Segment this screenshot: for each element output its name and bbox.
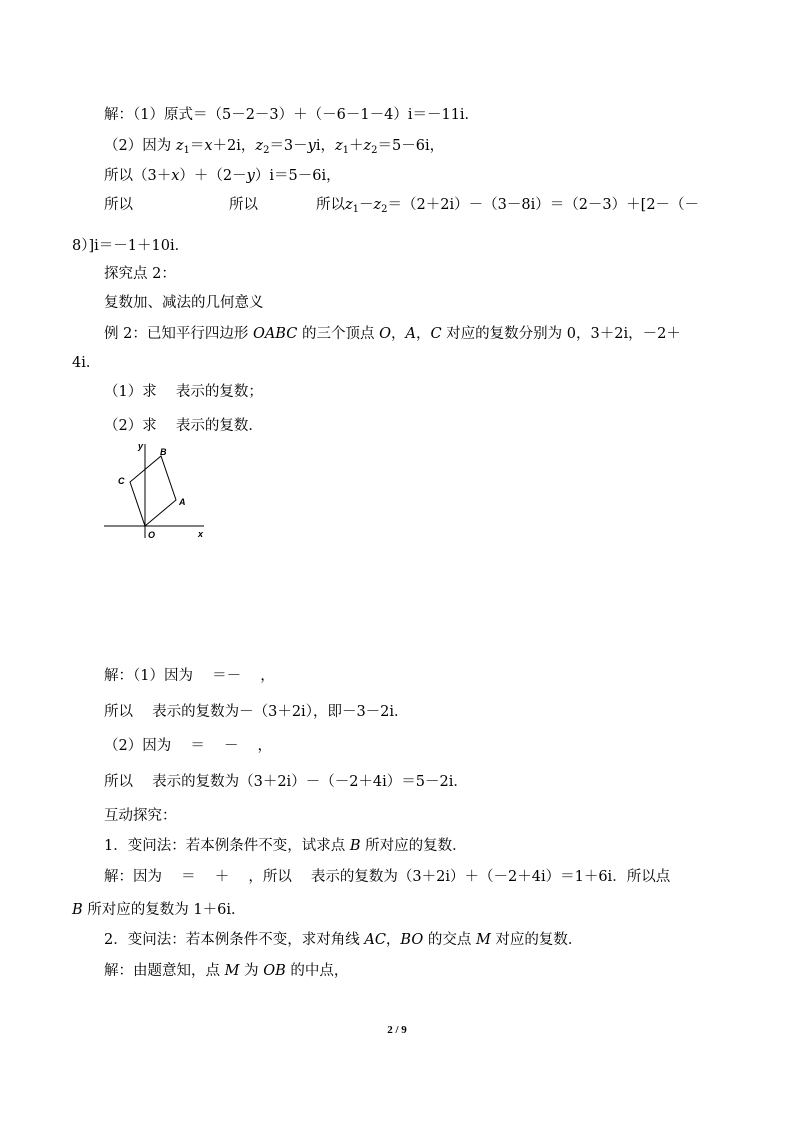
text: ＝ — [189, 138, 205, 154]
var-z: z — [373, 197, 382, 213]
var-y: y — [307, 138, 316, 154]
parallelogram-figure — [100, 438, 210, 542]
line-13: 所以 表示的复数为－（3＋2i），即－3－2i． — [104, 704, 409, 720]
text: ， — [390, 326, 406, 342]
text: 为 — [239, 963, 264, 979]
line-14: （2）因为 ＝ － ， — [104, 738, 273, 754]
text: ＋ — [349, 138, 364, 154]
line-5: 8）]i＝－1＋10i． — [72, 238, 190, 254]
text: 解：（1）原式＝（5－2－3）＋（－6－1－4）i＝－11i． — [104, 107, 480, 123]
parallelogram-oabc — [130, 456, 176, 526]
label-a: A — [179, 497, 186, 507]
text: （2）因为 — [104, 138, 176, 154]
label-c: C — [118, 476, 125, 486]
text: 例 2：已知平行四边形 — [104, 326, 253, 342]
var-z: z — [363, 138, 372, 154]
text: ， — [415, 326, 431, 342]
text: 1．变问法：若本例条件不变，试求点 — [104, 838, 350, 854]
text: 的三个顶点 — [297, 326, 380, 342]
var-a: A — [405, 326, 416, 342]
label-x: x — [198, 529, 204, 539]
var-b: B — [72, 902, 83, 918]
var-z: z — [335, 138, 343, 154]
var-bo: BO — [400, 932, 424, 948]
section-heading: 复数加、减法的几何意义 — [104, 295, 264, 311]
subscript: 1 — [342, 145, 350, 156]
var-ac: AC — [364, 932, 386, 948]
text: － — [359, 197, 374, 213]
var-y: y — [246, 168, 255, 184]
text: 所对应的复数为 1＋6i． — [82, 902, 246, 918]
text: 的交点 — [423, 932, 476, 948]
text: ）i＝5－6i， — [254, 168, 341, 184]
line-4c — [316, 195, 699, 220]
var-o: O — [379, 326, 391, 342]
text: ， — [385, 932, 401, 948]
var-x: x — [171, 168, 180, 184]
text: ＋2i， — [212, 138, 256, 154]
text: 的中点， — [285, 963, 349, 979]
label-o: O — [148, 530, 156, 540]
text: 所以 — [316, 197, 345, 213]
page-number: 2 / 9 — [387, 1024, 407, 1036]
text: 所对应的复数． — [360, 838, 467, 854]
line-8 — [104, 324, 681, 344]
line-9: 4i． — [72, 355, 101, 371]
text: i， — [315, 138, 336, 154]
line-21 — [104, 961, 348, 981]
line-4a: 所以 — [104, 197, 133, 213]
line-15: 所以 表示的复数为（3＋2i）－（－2＋4i）＝5－2i． — [104, 774, 468, 790]
line-3 — [104, 166, 341, 186]
var-ob: OB — [263, 963, 286, 979]
text: ＝3－ — [269, 138, 308, 154]
text: ＝5－6i， — [377, 138, 445, 154]
line-19 — [72, 900, 245, 920]
var-z: z — [175, 138, 184, 154]
subscript: 1 — [352, 204, 360, 215]
text: 所以（3＋ — [104, 168, 172, 184]
line-10: （1）求 表示的复数； — [104, 384, 263, 400]
subscript: 2 — [381, 204, 388, 215]
var-oabc: OABC — [252, 326, 298, 342]
line-11: （2）求 表示的复数． — [104, 418, 263, 434]
line-20 — [104, 930, 582, 950]
var-b: B — [349, 838, 361, 854]
line-16: 互动探究： — [104, 808, 177, 824]
text: 对应的复数． — [490, 932, 583, 948]
var-m: M — [475, 932, 491, 948]
subscript: 2 — [263, 145, 270, 156]
var-z: z — [345, 197, 353, 213]
text: ＝（2＋2i）－（3－8i）＝（2－3）＋[2－（－ — [387, 197, 700, 213]
subscript: 2 — [371, 145, 378, 156]
label-y: y — [138, 441, 144, 451]
var-x: x — [204, 138, 213, 154]
text: 对应的复数分别为 0，3＋2i，－2＋ — [441, 326, 681, 342]
line-4b: 所以 — [229, 197, 258, 213]
line-17 — [104, 836, 467, 856]
label-b: B — [160, 447, 167, 457]
var-z: z — [255, 138, 264, 154]
text: 2．变问法：若本例条件不变，求对角线 — [104, 932, 365, 948]
line-6: 探究点 2： — [104, 266, 176, 282]
line-2 — [104, 136, 444, 161]
line-1 — [104, 105, 479, 125]
line-18: 解：因为 ＝ ＋ ，所以 表示的复数为（3＋2i）＋（－2＋4i）＝1＋6i．所以点 — [104, 869, 671, 885]
text: 解：由题意知，点 — [104, 963, 225, 979]
subscript: 1 — [183, 145, 190, 156]
var-m: M — [224, 963, 240, 979]
var-c: C — [430, 326, 442, 342]
text: ）＋（2－ — [179, 168, 247, 184]
line-12: 解：（1）因为 ＝－ ， — [104, 668, 275, 684]
